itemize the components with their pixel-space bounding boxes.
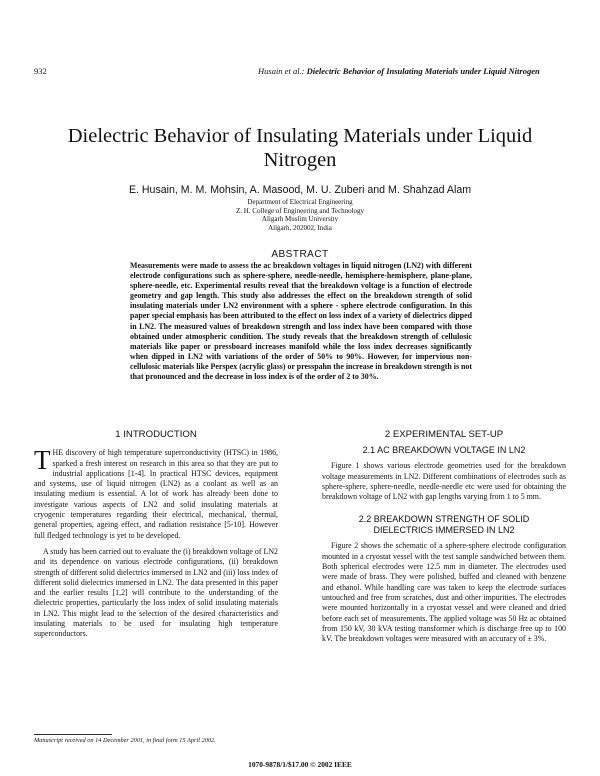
affiliation-line: Department of Electrical Engineering — [247, 198, 353, 206]
subsection-2-1-text: Figure 1 shows various electrode geometries used for the breakdown voltage measurements in LN2. Different combinations of electrodes such as sphere-sphere, sphere-needle, needle-needle etc were used for obtaining the breakdown voltage of LN2 with gap lengths varying from 1 to 5 mm. — [322, 461, 566, 502]
footnote-rule — [34, 734, 112, 735]
running-header-authors: Husain et al.: — [258, 66, 307, 76]
intro-paragraph-2: A study has been carried out to evaluate the (i) breakdown voltage of LN2 and its dependence on various electrode configurations, (ii) breakdown strength of different solid dielectrics immersed in LN2 and (iii) loss index of different solid dielectrics immersed in LN2. The data presented in this paper and the earlier results [1,2] will contribute to the understanding of the dielectric properties, particularly the loss index of solid insulating materials in LN2. This might lead to the selection of the desired characteristics and insulating materials to be used for insulating high temperature superconductors. — [34, 546, 278, 639]
affiliation-line: Aligarh Muslim University — [261, 215, 339, 224]
paper-title: Dielectric Behavior of Insulating Materials under Liquid Nitrogen — [67, 125, 533, 171]
manuscript-footnote: Manuscript received on 14 December 2001, in final form 15 April 2002. — [34, 737, 216, 744]
running-header — [258, 66, 540, 76]
drop-cap: T — [34, 445, 51, 476]
intro-paragraph-1: THE discovery of high temperature superconductivity (HTSC) in 1986, sparked a fresh interest on research in this area so that they are put to industrial applications [1-4]. In practical HTSC devices, equipment and systems, use of liquid nitrogen (LN2) as a coolant as well as an insulating medium is essential. A lot of work has already been done to investigate various aspects of LN2 and solid insulating materials at cryogenic temperatures regarding their electrical, mechanical, thermal, general properties, ageing effect, and radiation resistance [5-10]. However full fledged technology is yet to be developed. — [34, 445, 278, 540]
copyright-line: 1070-9878/1/$17.00 © 2002 IEEE — [248, 760, 352, 769]
affiliation-line: Z. H. College of Engineering and Technology — [235, 206, 365, 215]
abstract-heading: ABSTRACT — [271, 249, 329, 260]
subsection-2-2-text: Figure 2 shows the schematic of a sphere-sphere electrode configuration mounted in a cryostat vessel with the test sample sandwiched between them. Both spherical electrodes were 12.5 mm in diameter. The electrodes used were made of brass. They were polished, buffed and cleaned with benzene and ethanol. While handling care was taken to keep the electrode surfaces untouched and free from scratches, dust and other impurities. The electrodes were mounted horizontally in a cryostat vessel and were cleaned and dried before each set of measurements. The applied voltage was 50 Hz ac obtained from 150 kV, 30 kVA testing transformer which is discharge free up to 100 kV. The breakdown voltages were measured with an accuracy of ± 3%. — [322, 541, 566, 644]
page-number: 932 — [34, 66, 47, 76]
author-list: E. Husain, M. M. Mohsin, A. Masood, M. U. Zuberi and M. Shahzad Alam — [128, 184, 472, 196]
right-column — [322, 430, 566, 644]
abstract-text: Measurements were made to assess the ac breakdown voltages in liquid nitrogen (LN2) with different electrode configurations such as sphere-sphere, needle-needle, hemisphere-hemisphere, plane-plane, sphere-needle, etc. Experimental results reveal that the breakdown voltage is a function of electrode geometry and gap length. This study also addresses the effect on the breakdown strength of solid insulating materials under LN2 environment with a sphere - sphere electrode configuration. In this paper special emphasis has been attributed to the effect on loss index of a variety of dielectrics dipped in LN2. The measured values of breakdown strength and loss index have been compared with those obtained under atmospheric condition. The study reveals that the breakdown strength of cellulosic materials like paper or pressboard increases manifold while the loss index decreases significantly when dipped in LN2 with variations of the order of 50% to 90%. However, for impervious non-cellulosic materials like Perspex (acrylic glass) or presspahn the increase in breakdown strength is not that pronounced and the decrease in loss index is of the order of 2 to 30%. — [130, 261, 472, 382]
section-heading-introduction: 1 INTRODUCTION — [115, 429, 197, 440]
subsection-heading-2-2: 2.2 BREAKDOWN STRENGTH OF SOLID DIELECTRICS IMMERSED IN LN2 — [358, 514, 530, 536]
left-column — [34, 430, 278, 640]
affiliation — [40, 198, 560, 232]
running-header-title: Dielectric Behavior of Insulating Materials under Liquid Nitrogen — [306, 66, 540, 76]
subsection-heading-2-1: 2.1 AC BREAKDOWN VOLTAGE IN LN2 — [362, 445, 526, 456]
section-heading-experimental: 2 EXPERIMENTAL SET-UP — [384, 429, 504, 440]
affiliation-line: Aligarh, 202002, India — [268, 223, 332, 232]
